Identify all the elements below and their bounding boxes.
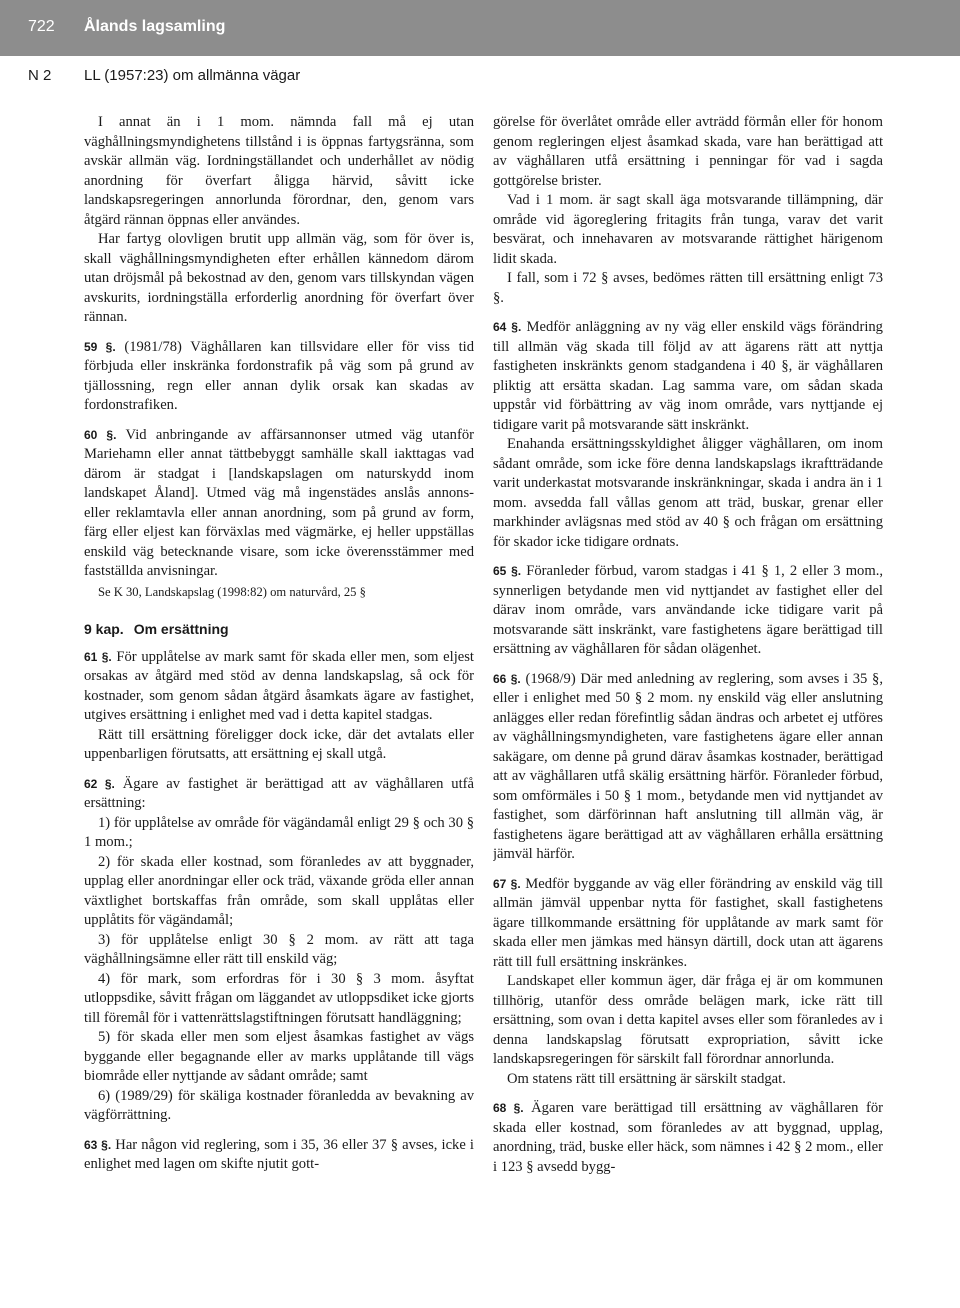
section-text: För upplåtelse av mark samt för skada eller men, som eljest orsakas av åtgärd med stöd av denna landskapslag, så ock för kostnader, som genom sådan åtgärd åsamkats ägare av fastighet, utgives ersättning i enlighet med vad i detta kapitel stadgas. bbox=[84, 648, 474, 723]
paragraph: Rätt till ersättning föreligger dock icke, där det avtalats eller uppenbarligen förutsatts, att ersättning ej skall utgå. bbox=[84, 726, 474, 762]
section-text: Vid anbringande av affärsannonser utmed väg utanför Mariehamn eller annat tättbebyggt samhälle skall iakttagas vad därom är stadgat i [landskapslagen om naturskydd inom landskapet Åland]. Utmed väg må ingenstädes anslås annons- eller reklamtavla eller annan anordning, som på grund av form, färg eller eljest kan förväxlas med vägmärke, ej heller uppställas enskild väg betecknande visare, som icke överensstämmer med fastställda anvisningar. bbox=[84, 426, 474, 579]
chapter-heading bbox=[84, 620, 474, 640]
page-number: 722 bbox=[28, 18, 55, 35]
section-62 bbox=[84, 775, 474, 814]
section-text: (1981/78) Väghållaren kan tillsvidare eller för viss tid förbjuda eller inskränka fordonstrafik på väg som på grund av tjällossning, regn eller annan dylik orsak kan skadas av fordonstrafiken. bbox=[84, 338, 474, 413]
paragraph: I annat än i 1 mom. nämnda fall må ej utan väghållningsmyndighetens tillstånd i is öppnas fartygsränna, som avskär allmän väg. Iordningställandet och underhållet av nödig anordning för överfart åligga härvid, såvitt icke landskapsregeringen annorlunda förordnar, den, genom vars åtgärd rännan öppnas eller användes. bbox=[84, 114, 474, 228]
paragraph: Vad i 1 mom. är sagt skall äga motsvarande tillämpning, där område vid ägoreglering fritagits från tunga, varav det varit besvärat, och innehavaren av motsvarande rättighet härigenom lidit skada. bbox=[493, 192, 883, 267]
paragraph: Om statens rätt till ersättning är särskilt stadgat. bbox=[507, 1070, 786, 1087]
section-61 bbox=[84, 648, 474, 726]
cross-reference: Se K 30, Landskapslag (1998:82) om naturvård, 25 § bbox=[98, 584, 366, 599]
section-number: 62 §. bbox=[84, 776, 115, 791]
section-code: N 2 bbox=[28, 67, 52, 84]
section-text: Medför byggande av väg eller förändring av enskild väg till allmän jämväl uppenbar nytta för fastighet, skall fastighetens ägare tillkommande ersättning för upplåtande av mark samt för skada eller men jämkas med hänsyn därtill, dock utan att ägarens rätt till full ersättning inskränkes. bbox=[493, 875, 883, 970]
section-text: (1968/9) Där med anledning av reglering, som avses i 35 §, eller i enlighet med 50 § 2 mom. ny enskild väg eller anslutning anlägges eller redan förefintlig sådan ändras och arbetet ej utföres av väghållningsmyndigheten, vare fastighetens ägare eller annan sakägare, om denne på grund därav åsamkas kostnader, berättigad att av väghållaren utfå skälig ersättning härför. Föranleder förbud, som omförmäles i 50 § 1 mom., betydande men vid nyttjandet av fastighet, som därförinnan haft anslutning till allmän väg, är fastighetens ägare berättigad att av väghållaren erhålla ersättning jämväl härför. bbox=[493, 670, 883, 862]
chapter-title: Om ersättning bbox=[133, 621, 229, 637]
section-number: 67 §. bbox=[493, 876, 521, 891]
section-number: 63 §. bbox=[84, 1137, 112, 1152]
section-60 bbox=[84, 426, 474, 582]
book-title: Ålands lagsamling bbox=[84, 18, 226, 35]
paragraph: I fall, som i 72 § avses, bedömes rätten till ersättning enligt 73 §. bbox=[493, 270, 883, 306]
section-number: 64 §. bbox=[493, 320, 522, 334]
right-column bbox=[493, 113, 883, 1303]
list-item: 4) för mark, som erfordras för i 30 § 3 mom. åsyftat utloppsdike, såvitt frågan om läggandet av utloppsdiket icke gjorts till föremål för i vattenrättslagstiftningen förutsatt handläggning; bbox=[84, 970, 474, 1026]
section-number: 65 §. bbox=[493, 564, 522, 578]
section-number: 61 §. bbox=[84, 649, 112, 664]
left-column bbox=[84, 113, 474, 1303]
section-text: Föranleder förbud, varom stadgas i 41 § 1, 2 eller 3 mom., synnerligen betydande men vid nyttjandet av fastighet eller del därav inom område, vars användande icke tidigare varit på motsvarande sätt inskränkt, vare fastighetens ägare berättigad till ersättning av väghållaren för sådan olägenhet. bbox=[493, 563, 883, 657]
list-item: 5) för skada eller men som eljest åsamkas fastighet av vägs byggande eller begagnande eller av marks upplåtande till vägs biområde eller nyttjande av sådant område; samt bbox=[84, 1029, 474, 1084]
list-item: 1) för upplåtelse av område för vägändamål enligt 29 § och 30 § 1 mom.; bbox=[84, 814, 474, 850]
paragraph: Har fartyg olovligen brutit upp allmän väg, som för över is, skall väghållningsmyndigheten efter erhållen kännedom därom utan dröjsmål på bekostnad av den, genom vars tillskyndan vägen avskurits, iordningställa erforderlig anordning för överfart över rännan. bbox=[84, 231, 474, 325]
paragraph: görelse för överlåtet område eller avträdd förmån eller för honom genom regleringen eljest åsamkad skada, vare han berättigad att av väghållaren utfå ersättning i penningar för vad i sagda gottgörelse brister. bbox=[493, 114, 883, 189]
paragraph: Landskapet eller kommun äger, där fråga ej är om kommunen tillhörig, utanför dess område belägen mark, icke rätt till ersättning, som ovan i detta kapitel avses eller som föranledes av i denna landskapslag förutsatt expropriation, såvitt icke landskapsregeringen för särskilt fall förordnar annorlunda. bbox=[493, 973, 883, 1067]
paragraph: Enahanda ersättningsskyldighet åligger väghållaren, om inom sådant område, som icke före denna landskapslags ikraftträdande varit underkastat motsvarande inskränkningar, skada i andra än i 1 mom. avsedda fall vållas genom att träd, buskar, grenar eller markhinder avlägsnas med stöd av 40 § och frågan om ersättning för skador icke tidigare ordnats. bbox=[493, 436, 883, 550]
section-text: Har någon vid reglering, som i 35, 36 eller 37 § avses, icke i enlighet med lagen om skifte njutit gott- bbox=[84, 1136, 474, 1172]
list-item: 3) för upplåtelse enligt 30 § 2 mom. av rätt att taga väghållningsämne eller rätt till enskild väg; bbox=[84, 931, 474, 967]
list-item: 2) för skada eller kostnad, som föranledes av att byggnader, upplag eller anordningar eller ock träd, växande gröda eller annan växtlighet bortskaffas från område, som skall upplåtas eller upplåtits för vägändamål; bbox=[84, 853, 474, 928]
section-63 bbox=[84, 1136, 474, 1175]
chapter-number: 9 kap. bbox=[84, 621, 124, 637]
section-text: Ägare av fastighet är berättigad att av väghållaren utfå ersättning: bbox=[84, 775, 474, 811]
law-title: LL (1957:23) om allmänna vägar bbox=[84, 67, 301, 84]
section-67 bbox=[493, 875, 883, 973]
section-number: 68 §. bbox=[493, 1101, 524, 1115]
section-number: 59 §. bbox=[84, 339, 116, 354]
section-68 bbox=[493, 1099, 883, 1177]
list-item: 6) (1989/29) för skäliga kostnader föranledda av bevakning av vägförrättning. bbox=[84, 1087, 474, 1123]
running-header bbox=[0, 67, 960, 89]
top-header-bar bbox=[0, 0, 960, 56]
section-64 bbox=[493, 318, 883, 435]
section-text: Medför anläggning av ny väg eller enskild vägs förändring till allmän väg skada till följd av att ägarens rätt att nyttja fastigheten inskränkts genom stadgandena i 40 §, är väghållaren pliktig att ersätta skadan. Lag samma vare, om sådan skada uppstår vid förbättring av väg inom område, vars nyttjande ej tidigare varit på motsvarande sätt inskränkt. bbox=[493, 319, 883, 433]
section-text: Ägaren vare berättigad till ersättning av väghållaren för skada eller kostnad, som föranledes av att byggnad, upplag, anordning, träd, buske eller häck, som nämnes i 42 § 2 mom., eller i 123 § avsedd bygg- bbox=[493, 1100, 883, 1175]
section-65 bbox=[493, 562, 883, 660]
section-59 bbox=[84, 338, 474, 416]
section-number: 66 §. bbox=[493, 671, 521, 686]
section-number: 60 §. bbox=[84, 427, 117, 442]
section-66 bbox=[493, 670, 883, 865]
